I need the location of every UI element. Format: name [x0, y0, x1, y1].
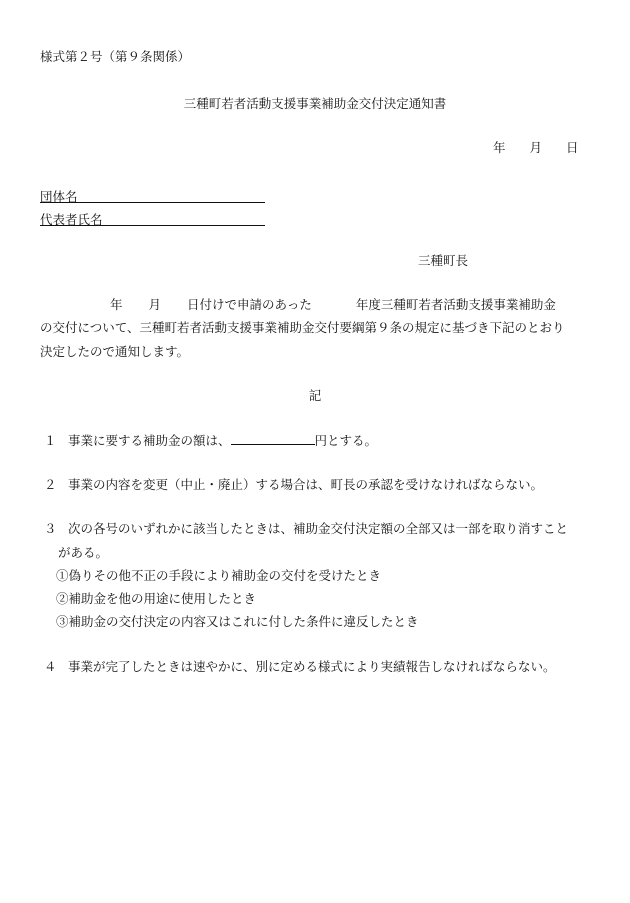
item-2-text: 事業の内容を変更（中止・廃止）する場合は、町長の承認を受けなければならない。 — [68, 477, 544, 492]
issuer-name: 三種町長 — [418, 253, 469, 268]
body-fiscal-year-text: 年度三種町若者活動支援事業補助金 — [355, 297, 556, 312]
body-line-2: の交付について、三種町若者活動支援事業補助金交付要綱第９条の規定に基づき下記のとおり — [40, 320, 565, 335]
document-title: 三種町若者活動支援事業補助金交付決定通知書 — [183, 96, 447, 111]
item-2 — [44, 479, 543, 492]
date-year: 年 — [493, 140, 506, 155]
item-4-number: ４ — [44, 659, 57, 674]
item-1-text-before: 事業に要する補助金の額は、 — [68, 433, 231, 448]
item-1-text-after: 円とする。 — [314, 433, 378, 448]
date-line — [493, 142, 579, 155]
item-4-text: 事業が完了したときは速やかに、別に定める様式により実績報告しなければならない。 — [68, 659, 556, 674]
organization-name-label: 団体名 — [40, 189, 78, 204]
item-1-number: １ — [44, 433, 57, 448]
date-month: 月 — [529, 140, 543, 155]
body-line-1 — [40, 299, 556, 312]
item-3-sub-2: ②補助金を他の用途に使用したとき — [56, 591, 257, 606]
body-application-text: 日付けで申請のあった — [187, 297, 312, 312]
item-4 — [44, 661, 556, 674]
item-3 — [44, 523, 568, 536]
ki-heading: 記 — [308, 388, 322, 403]
item-3-sub-1: ①偽りその他不正の手段により補助金の交付を受けたとき — [56, 568, 382, 583]
item-3-sub-3: ③補助金の交付決定の内容又はこれに付した条件に違反したとき — [56, 614, 419, 629]
item-1 — [44, 433, 377, 448]
representative-name-label: 代表者氏名 — [40, 212, 103, 227]
item-3-number: ３ — [44, 521, 57, 536]
item-3-continuation: がある。 — [58, 545, 109, 560]
organization-name-field[interactable] — [40, 186, 265, 203]
body-month: 月 — [148, 297, 162, 312]
body-year: 年 — [110, 297, 123, 312]
date-day: 日 — [566, 140, 579, 155]
representative-name-field[interactable] — [40, 209, 265, 226]
item-3-text: 次の各号のいずれかに該当したときは、補助金交付決定額の全部又は一部を取り消すこと — [68, 521, 569, 536]
subsidy-amount-blank[interactable] — [231, 433, 315, 445]
form-number: 様式第２号（第９条関係） — [40, 49, 191, 64]
item-2-number: ２ — [44, 477, 57, 492]
body-line-3: 決定したので通知します。 — [40, 344, 190, 359]
